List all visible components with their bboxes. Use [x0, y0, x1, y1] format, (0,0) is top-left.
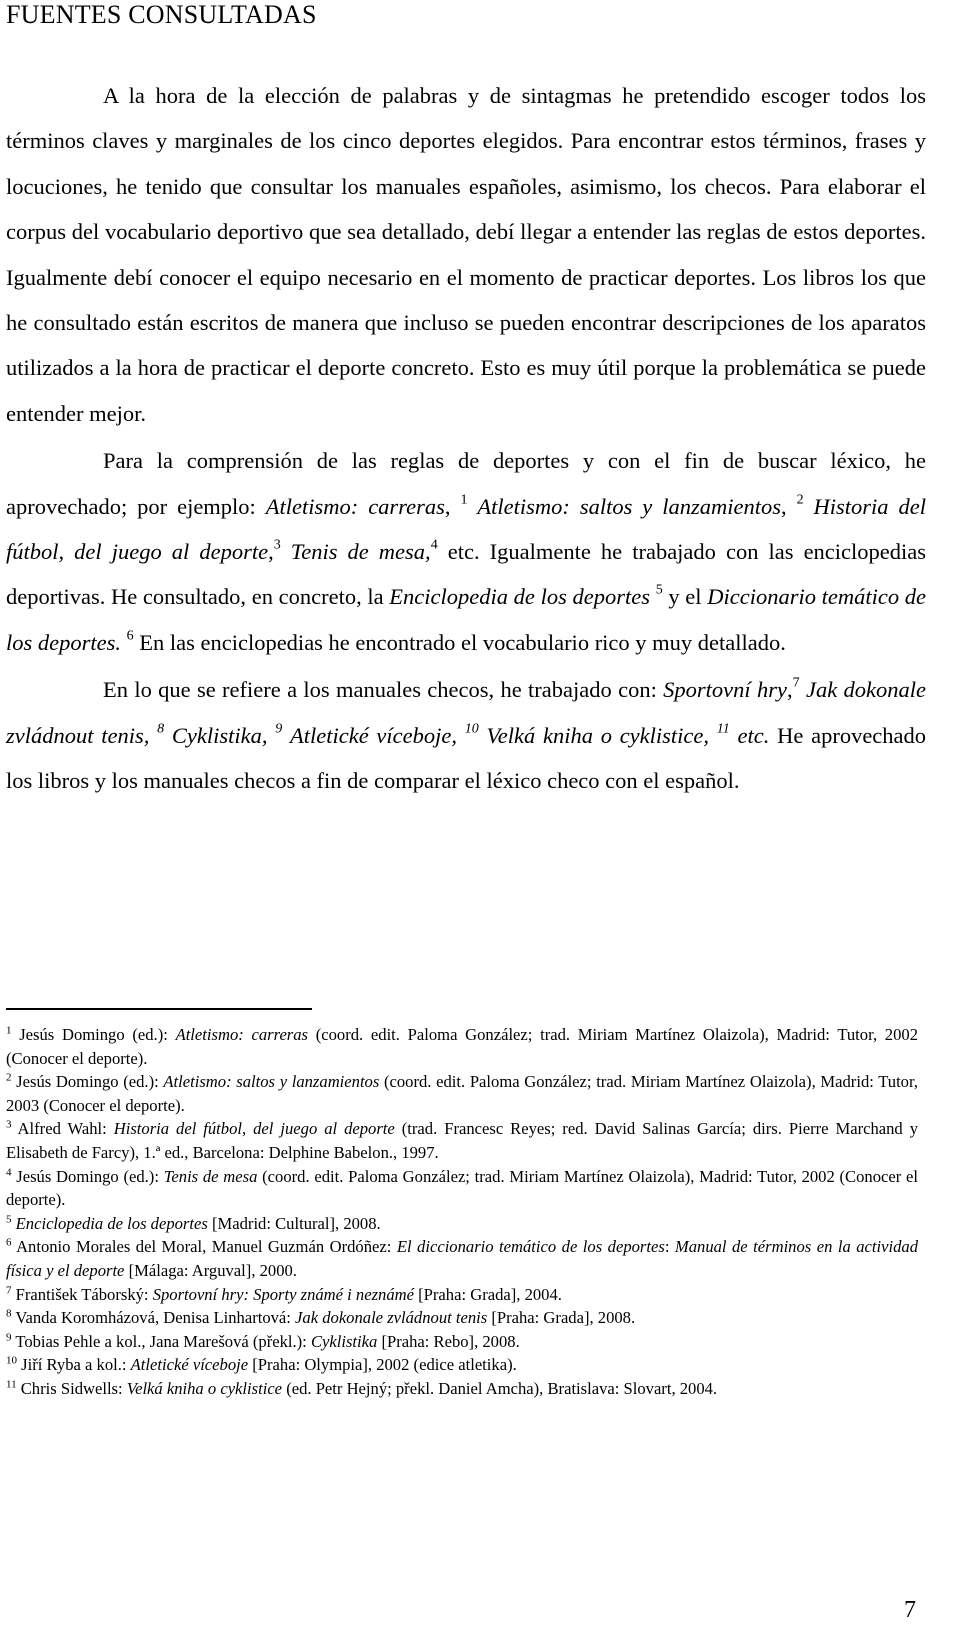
footnote-text: Jiří Ryba a kol.: [17, 1355, 131, 1375]
footnote-title: Manual de términos en la actividad física y el deporte [6, 1237, 918, 1280]
footnote-text: (coord. edit. Paloma González; trad. Miriam Martínez Olaizola), Madrid: Tutor, 2002 (Conocer el deporte). [6, 1025, 918, 1068]
footnote-4 [6, 1165, 918, 1212]
footnote-text: Tobias Pehle a kol., Jana Marešová (překl.): [11, 1331, 311, 1351]
text-run [164, 723, 172, 748]
footnote-ref[interactable]: 11 [716, 721, 730, 737]
footnote-title: Enciclopedia de los deportes [15, 1213, 208, 1233]
footnote-ref[interactable]: 9 [275, 721, 283, 737]
footnote-ref[interactable]: 10 [464, 721, 479, 737]
text-run: y el [662, 584, 708, 610]
footnote-ref[interactable]: 5 [655, 582, 663, 598]
book-title: Enciclopedia de los deportes [389, 584, 651, 610]
etc-text: etc. [737, 722, 770, 748]
book-title: Sportovní hry [663, 677, 787, 703]
footnote-text: František Táborský: [11, 1284, 153, 1304]
footnote-number: 11 [6, 1378, 17, 1391]
footnote-ref[interactable]: 2 [796, 492, 804, 508]
text-run [804, 494, 814, 519]
footnote-text: (ed. Petr Hejný; překl. Daniel Amcha), Bratislava: Slovart, 2004. [282, 1378, 718, 1398]
footnote-separator [6, 1008, 312, 1010]
book-title: Diccionario temático de los deportes. [6, 584, 927, 655]
footnote-text: [Praha: Grada], 2004. [414, 1284, 562, 1304]
footnote-number: 6 [6, 1236, 12, 1249]
body-text [6, 73, 926, 804]
text-run: , [787, 677, 793, 703]
footnote-10 [6, 1353, 918, 1377]
footnote-number: 7 [6, 1283, 12, 1296]
footnote-text: [Málaga: Arguval], 2000. [124, 1260, 297, 1280]
footnote-text: (coord. edit. Paloma González; trad. Miriam Martínez Olaizola), Madrid: Tutor, 2002 (Conocer el deporte). [6, 1166, 918, 1210]
footnote-1 [6, 1023, 918, 1070]
text-run: , [444, 493, 461, 519]
footnote-text: : [664, 1237, 675, 1257]
footnotes [6, 1023, 918, 1401]
footnote-number: 4 [6, 1165, 12, 1178]
text-run [467, 494, 477, 519]
footnote-text: (trad. Francesc Reyes; red. David Salinas García; dirs. Pierre Marchand y Elisabeth de Farcy), 1.ª ed., Barcelona: Delphine Babelon., 1997. [6, 1119, 918, 1162]
footnote-text: Antonio Morales del Moral, Manuel Guzmán Ordóñez: [11, 1237, 397, 1257]
paragraph-3 [6, 667, 926, 803]
footnote-title: Sportovní hry: Sporty známé i neznámé [152, 1284, 414, 1304]
footnote-text: Alfred Wahl: [11, 1119, 114, 1139]
page-number: 7 [904, 1597, 916, 1623]
footnote-title: Atletismo: saltos y lanzamientos [163, 1072, 380, 1092]
text-run: En las enciclopedias he encontrado el vocabulario rico y muy detallado. [133, 629, 786, 655]
text-run [709, 723, 717, 748]
footnote-ref[interactable]: 1 [460, 492, 468, 508]
footnote-title: Tenis de mesa [163, 1166, 258, 1186]
text-run: He aprovechado los libros y los manuales checos a fin de comparar el léxico checo con el español. [6, 722, 927, 794]
footnote-text: Vanda Koromházová, Denisa Linhartová: [11, 1308, 296, 1328]
footnote-text: Jesús Domingo (ed.): [11, 1166, 164, 1186]
footnote-5 [6, 1212, 918, 1236]
footnote-text: [Praha: Olympia], 2002 (edice atletika). [248, 1355, 517, 1375]
footnote-ref[interactable]: 3 [273, 537, 281, 553]
footnote-11 [6, 1377, 918, 1401]
text-run: , [268, 539, 274, 565]
footnote-title: Atletické víceboje [130, 1355, 249, 1375]
text-run [282, 723, 290, 748]
footnote-title: Velká kniha o cyklistice [126, 1378, 283, 1398]
book-title: Cyklistika, [171, 722, 268, 748]
footnote-2 [6, 1070, 918, 1117]
text-run: etc. Igualmente he trabajado con las enciclopedias deportivas. He consultado, en concreto, la [6, 539, 927, 610]
footnote-number: 1 [6, 1024, 12, 1037]
footnote-text: [Praha: Grada], 2008. [487, 1308, 636, 1328]
text-run: En lo que se refiere a los manuales checos, he trabajado con: [103, 677, 664, 703]
text-run [479, 723, 487, 748]
book-title: Atletismo: carreras [265, 493, 445, 519]
book-title: Atletismo: saltos y lanzamientos [477, 493, 781, 519]
footnote-9 [6, 1330, 918, 1354]
footnote-text: Chris Sidwells: [16, 1378, 127, 1398]
footnote-text: (coord. edit. Paloma González; trad. Miriam Martínez Olaizola), Madrid: Tutor, 2003 (Conocer el deporte). [6, 1072, 918, 1115]
footnote-title: Historia del fútbol, del juego al deporte [113, 1119, 395, 1139]
book-title: Jak dokonale zvládnout tenis, [6, 677, 927, 748]
footnote-title: Jak dokonale zvládnout tenis [295, 1308, 488, 1328]
footnote-ref[interactable]: 6 [126, 628, 134, 644]
footnote-text: [Madrid: Cultural], 2008. [207, 1213, 381, 1233]
paragraph-2 [6, 438, 926, 665]
footnote-3 [6, 1117, 918, 1164]
book-title: Atletické víceboje, [289, 722, 457, 748]
book-title: Historia del fútbol, del juego al deporte [6, 493, 926, 565]
text-run [149, 723, 157, 748]
footnote-number: 2 [6, 1071, 12, 1084]
footnote-6 [6, 1235, 918, 1282]
footnote-number: 10 [6, 1354, 17, 1367]
footnote-7 [6, 1283, 918, 1307]
footnote-title: Atletismo: carreras [175, 1025, 309, 1044]
footnote-title: Cyklistika [310, 1331, 378, 1351]
page-heading: FUENTES CONSULTADAS [6, 0, 317, 29]
footnote-ref[interactable]: 8 [157, 721, 165, 737]
footnote-ref[interactable]: 4 [430, 537, 438, 553]
footnote-title: El diccionario temático de los deportes [396, 1237, 665, 1257]
text-run: , [781, 493, 797, 519]
footnote-8 [6, 1306, 918, 1330]
footnote-text: [Praha: Rebo], 2008. [377, 1331, 520, 1351]
footnote-ref[interactable]: 7 [792, 675, 800, 691]
text-run [730, 723, 738, 748]
book-title: Tenis de mesa, [290, 539, 431, 565]
footnote-number: 5 [6, 1213, 12, 1226]
book-title: Velká kniha o cyklistice, [486, 722, 710, 748]
footnote-number: 9 [6, 1331, 12, 1344]
footnote-text: Jesús Domingo (ed.): [11, 1072, 164, 1092]
footnote-number: 3 [6, 1118, 12, 1131]
paragraph-1: A la hora de la elección de palabras y de sintagmas he pretendido escoger todos los términos claves y marginales de los cinco deportes elegidos. Para encontrar estos términos, frases y locuciones, he tenido que consultar los manuales españoles, asimismo, los checos. Para elaborar el corpus del vocabulario deportivo que sea detallado, debí llegar a entender las reglas de estos deportes. Igualmente debí conocer el equipo necesario en el momento de practicar deportes. Los libros los que he consultado están escritos de manera que incluso se pueden encontrar descripciones de los aparatos utilizados a la hora de practicar el deporte concreto. Esto es muy útil porque la problemática se puede entender mejor. [6, 83, 926, 426]
text-run [457, 723, 465, 748]
text-run [281, 539, 291, 564]
footnote-number: 8 [6, 1307, 12, 1320]
text-run: Para la comprensión de las reglas de deportes y con el fin de buscar léxico, he aprovechado; por ejemplo: [6, 448, 926, 519]
footnote-text: Jesús Domingo (ed.): [11, 1025, 176, 1044]
